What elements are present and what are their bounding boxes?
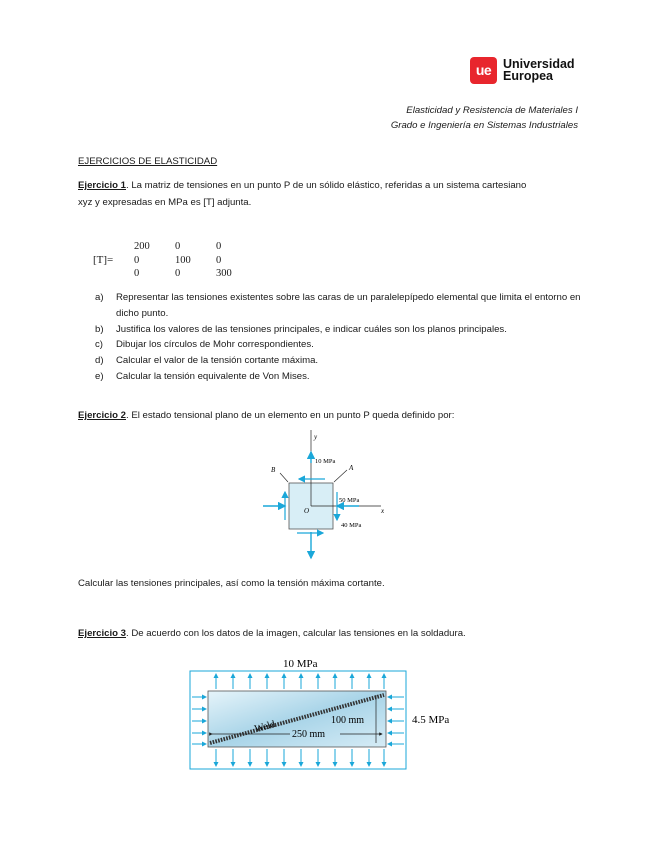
sigma-x-label: 50 MPa [339, 497, 360, 504]
exercise-2-question: Calcular las tensiones principales, así como la tensión máxima cortante. [78, 578, 385, 589]
list-item [95, 290, 585, 322]
list-letter: d) [95, 355, 104, 367]
matrix-row [134, 254, 257, 268]
list-letter: e) [95, 370, 104, 382]
list-letter: a) [95, 292, 104, 303]
sigma-y-label: 10 MPa [315, 458, 336, 465]
list-text: Calcular la tensión equivalente de Von Mises. [116, 370, 310, 382]
list-text: Justifica los valores de las tensiones principales, e indicar cuáles son los planos principales. [116, 323, 507, 335]
exercise-1-statement [78, 178, 578, 211]
weld-label: Weld [253, 718, 277, 735]
section-title: EJERCICIOS DE ELASTICIDAD [78, 156, 218, 167]
exercise-3-label: Ejercicio 3 [78, 628, 126, 639]
logo-mark: ue [470, 57, 497, 84]
logo-line-1: Universidad [503, 56, 575, 71]
university-logo [470, 54, 582, 86]
a-leader [334, 470, 347, 482]
matrix-label: [T]= [93, 254, 114, 266]
matrix-cell: 0 [216, 241, 222, 252]
matrix-cell: 0 [134, 268, 140, 279]
matrix-cell: 300 [216, 268, 232, 279]
matrix-cell: 100 [175, 254, 191, 266]
top-stress-label: 10 MPa [283, 658, 318, 670]
origin-label: O [304, 507, 310, 515]
exercise-3-text: . De acuerdo con los datos de la imagen, calcular las tensiones en la soldadura. [126, 628, 466, 639]
course-header [391, 103, 578, 133]
list-letter: b) [95, 323, 104, 335]
left-arrows [192, 697, 206, 744]
width-label: 250 mm [292, 729, 326, 740]
x-axis-label: x [381, 507, 385, 515]
matrix-row [134, 240, 257, 254]
b-leader [280, 473, 288, 482]
height-label: 100 mm [331, 715, 365, 726]
list-text: Calcular el valor de la tensión cortante máxima. [116, 355, 319, 367]
exercise-1-text-1: . La matriz de tensiones en un punto P de un sólido elástico, referidas a un sistema cartesiano [126, 180, 527, 191]
exercise-2-label: Ejercicio 2 [78, 410, 126, 421]
exercise-1-label: Ejercicio 1 [78, 180, 126, 191]
course-name: Elasticidad y Resistencia de Materiales I [406, 105, 578, 116]
exercise-2-text: . El estado tensional plano de un elemento en un punto P queda definido por: [126, 410, 455, 421]
corner-a-label: A [349, 464, 354, 472]
matrix-cell: 0 [175, 268, 181, 279]
bottom-arrows [216, 749, 384, 766]
list-text: Dibujar los círculos de Mohr correspondientes. [116, 339, 314, 351]
logo-text [503, 58, 575, 83]
matrix-cell: 0 [175, 241, 181, 252]
exercise-1-text-2: xyz y expresadas en MPa es [T] adjunta. [78, 196, 252, 208]
list-item [95, 337, 585, 353]
matrix-row [134, 267, 257, 281]
list-item [95, 322, 585, 338]
logo-line-2: Europea [503, 69, 554, 83]
exercise-2-statement [78, 408, 578, 425]
stress-matrix [134, 240, 257, 281]
weld-plate-figure [186, 655, 466, 773]
list-item [95, 369, 585, 385]
list-text: Representar las tensiones existentes sobre las caras de un paralelepípedo elemental que limita el entorno en dicho punto. [116, 292, 581, 319]
exercise-1-questions [95, 290, 585, 385]
degree-name: Grado e Ingeniería en Sistemas Industriales [390, 120, 578, 131]
side-stress-label: 4.5 MPa [412, 714, 450, 726]
list-letter: c) [95, 339, 103, 351]
plane-stress-figure [255, 430, 395, 565]
right-arrows [388, 697, 404, 744]
matrix-cell: 0 [216, 254, 222, 266]
list-item [95, 353, 585, 369]
top-arrows [216, 674, 384, 689]
exercise-3-statement [78, 626, 578, 643]
corner-b-label: B [271, 466, 276, 474]
shear-label: 40 MPa [341, 522, 362, 529]
y-axis-label: y [314, 433, 318, 441]
matrix-cell: 200 [134, 241, 150, 252]
matrix-cell: 0 [134, 254, 140, 266]
